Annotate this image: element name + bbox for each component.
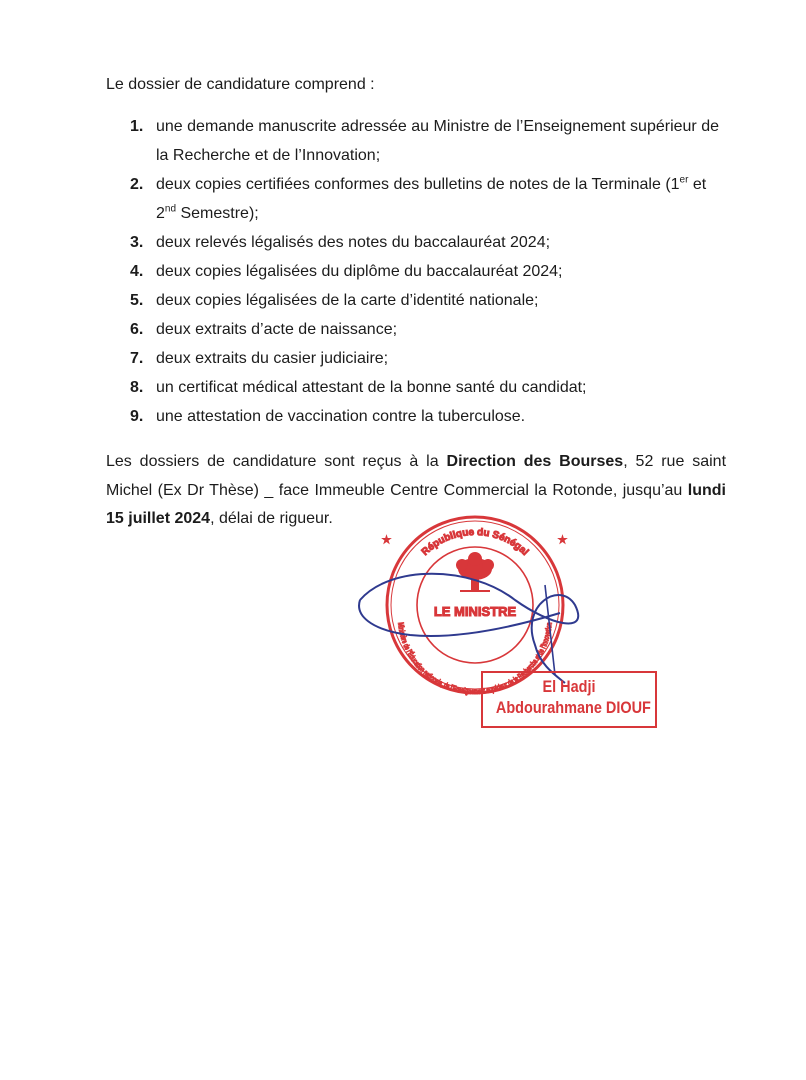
signatory-first-name: El Hadji [542, 677, 596, 696]
item-number: 8. [130, 379, 144, 396]
stamp-star-left: ★ [382, 535, 391, 546]
item-number: 3. [130, 234, 144, 251]
list-item [130, 344, 730, 373]
item-text: deux copies légalisées de la carte d’identité nationale; [156, 292, 539, 309]
item-text: une attestation de vaccination contre la tuberculose. [156, 408, 526, 425]
item-number: 2. [130, 176, 144, 193]
item-text: deux relevés légalisés des notes du baccalauréat 2024; [156, 234, 551, 251]
signatory-box [481, 671, 657, 728]
signatory-full-name: Abdourahmane DIOUF [495, 698, 651, 717]
requirements-list [130, 112, 730, 431]
closing-bold: Direction des Bourses [446, 453, 624, 470]
item-number: 5. [130, 292, 144, 309]
item-number: 9. [130, 408, 144, 425]
superscript: er [679, 174, 689, 186]
stamp-star-right: ★ [558, 535, 567, 546]
superscript: nd [164, 203, 177, 215]
list-item [130, 170, 730, 228]
stamp-top-text: République du Sénégal [419, 526, 531, 558]
intro-text: Le dossier de candidature comprend : [106, 76, 375, 93]
closing-bold: lundi 15 juillet 2024 [106, 481, 726, 527]
item-number: 1. [130, 118, 144, 135]
list-item [130, 373, 730, 402]
item-number: 6. [130, 321, 144, 338]
list-item [130, 286, 730, 315]
closing-text: , délai de rigueur. [210, 510, 333, 527]
closing-text: Les dossiers de candidature sont reçus à la [106, 453, 447, 470]
item-number: 7. [130, 350, 144, 367]
closing-text: , 52 rue saint Michel (Ex Dr Thèse) _ face Immeuble Centre Commercial la Rotonde, jusqu’au [106, 453, 727, 499]
item-text: Semestre); [176, 205, 259, 222]
item-number: 4. [130, 263, 144, 280]
list-item [130, 402, 730, 431]
item-text: deux extraits d’acte de naissance; [156, 321, 398, 338]
list-item [130, 112, 730, 170]
item-text: deux copies certifiées conformes des bulletins de notes de la Terminale (1 [156, 176, 680, 193]
list-item [130, 257, 730, 286]
list-item [130, 228, 730, 257]
item-text: une demande manuscrite adressée au Ministre de l’Enseignement supérieur de la Recherche et de l’Innovation; [156, 118, 719, 164]
item-text: deux extraits du casier judiciaire; [156, 350, 389, 367]
stamp-title: LE MINISTRE [433, 604, 517, 619]
item-text: un certificat médical attestant de la bonne santé du candidat; [156, 379, 587, 396]
stamp-bottom-text: Ministère de l'Éducation nationale, de l'Enseignement supérieur de la Recherche et de l'Innovation [396, 620, 554, 697]
item-text: deux copies légalisées du diplôme du baccalauréat 2024; [156, 263, 563, 280]
item-text: et 2 [156, 176, 707, 222]
list-item [130, 315, 730, 344]
